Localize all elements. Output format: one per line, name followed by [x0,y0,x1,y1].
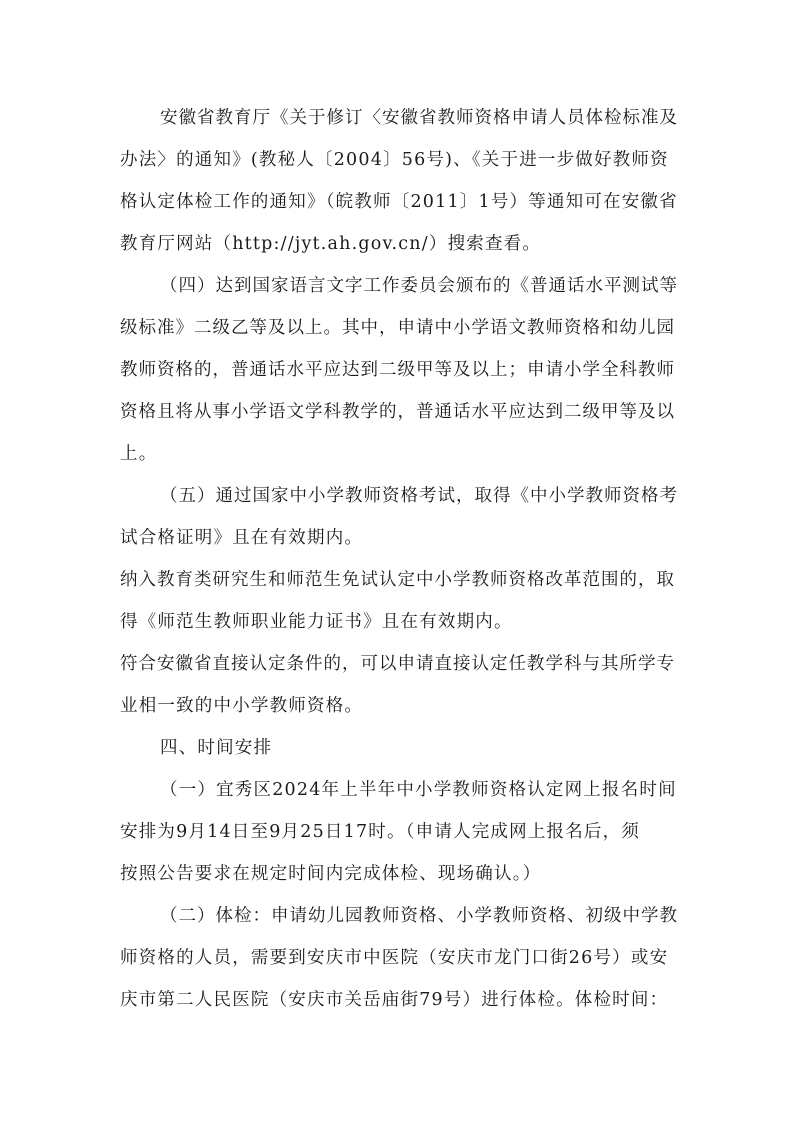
section-heading: 四、时间安排 [160,738,273,758]
paragraph-line: 安徽省教育厅《关于修订〈安徽省教师资格申请人员体检标准及 [160,108,678,128]
paragraph-line: 安排为9月14日至9月25日17时。（申请人完成网上报名后，须 [120,822,641,842]
paragraph-line: 格认定体检工作的通知》（皖教师〔2011〕1号）等通知可在安徽省 [120,192,678,212]
paragraph-line: 办法〉的通知》(教秘人〔2004〕56号)、《关于进一步做好教师资 [120,150,669,170]
paragraph-line: 符合安徽省直接认定条件的，可以申请直接认定任教学科与其所学专 [120,654,675,674]
paragraph-line: 试合格证明》且在有效期内。 [120,528,364,548]
paragraph-line: （二）体检：申请幼儿园教师资格、小学教师资格、初级中学教 [160,906,678,926]
paragraph-line: 级标准》二级乙等及以上。其中，申请中小学语文教师资格和幼儿园 [120,318,675,338]
paragraph-line: 师资格的人员，需要到安庆市中医院（安庆市龙门口街26号）或安 [120,948,669,968]
paragraph-line: 按照公告要求在规定时间内完成体检、现场确认。） [120,864,542,884]
paragraph-line: （四）达到国家语言文字工作委员会颁布的《普通话水平测试等 [160,276,678,296]
paragraph-line: （一）宜秀区2024年上半年中小学教师资格认定网上报名时间 [160,780,677,800]
paragraph-line: 教师资格的，普通话水平应达到二级甲等及以上；申请小学全科教师 [120,360,675,380]
paragraph-line: 得《师范生教师职业能力证书》且在有效期内。 [120,612,513,632]
paragraph-line: 庆市第二人民医院（安庆市关岳庙街79号）进行体检。体检时间： [120,990,669,1010]
paragraph-line: 教育厅网站（http://jyt.ah.gov.cn/）搜索查看。 [120,234,542,254]
paragraph-line: （五）通过国家中小学教师资格考试，取得《中小学教师资格考 [160,486,678,506]
paragraph-line: 上。 [120,444,158,464]
paragraph-line: 业相一致的中小学教师资格。 [120,696,364,716]
paragraph-line: 资格且将从事小学语文学科教学的，普通话水平应达到二级甲等及以 [120,402,675,422]
paragraph-line: 纳入教育类研究生和师范生免试认定中小学教师资格改革范围的，取 [120,570,675,590]
